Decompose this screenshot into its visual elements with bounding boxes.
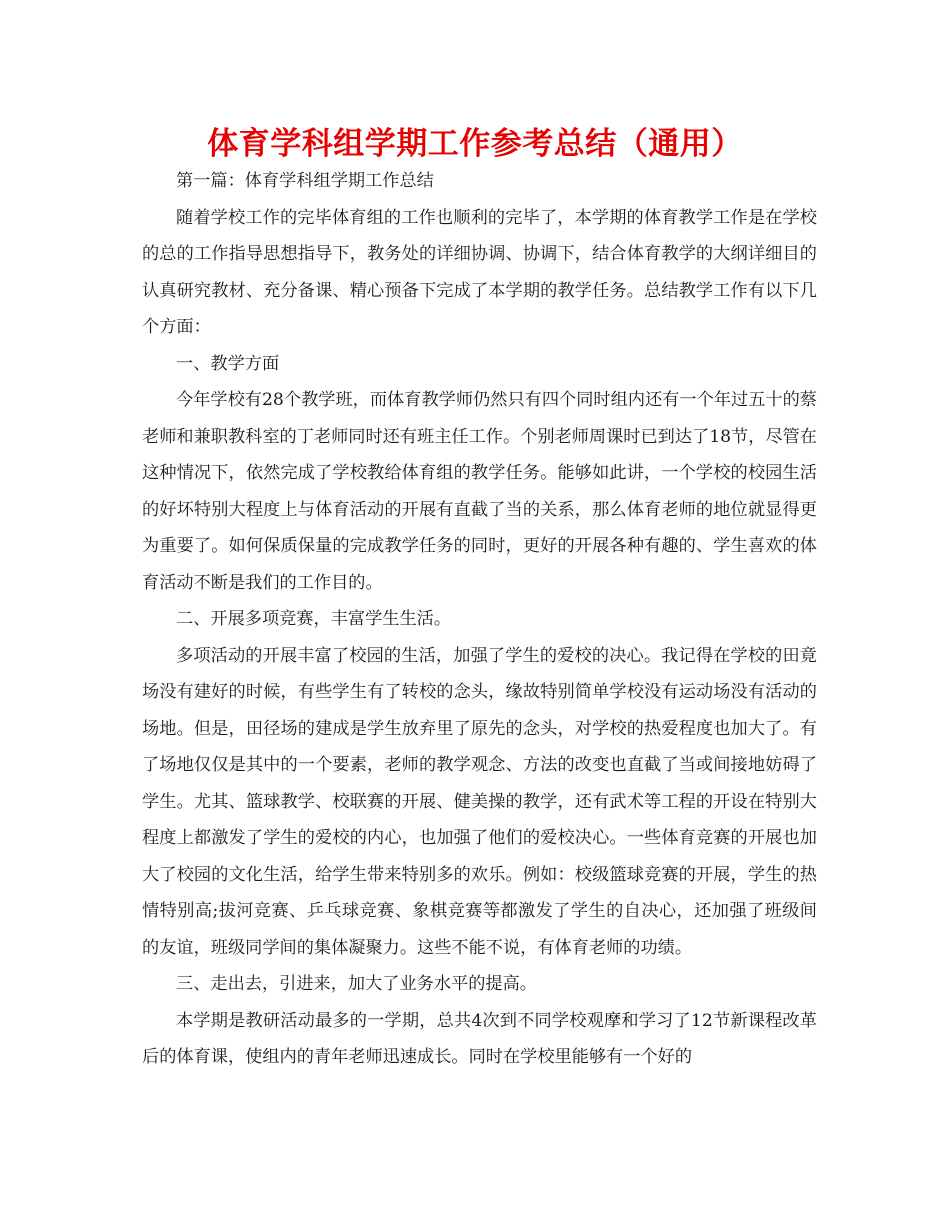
section-heading-part-one: 第一篇：体育学科组学期工作总结	[176, 171, 434, 191]
competitions-paragraph: 多项活动的开展丰富了校园的生活，加强了学生的爱校的决心。我记得在学校的田竟场没有建好的时候，有些学生有了转校的念头，缘故特别简单学校没有运动场没有活动的场地。但是，田径场的建成是学生放弃里了原先的念头，对学校的热爱程度也加大了。有了场地仅仅是其中的一个要素，老师的教学观念、方法的改变也直截了当或间接地妨碍了学生。尤其、篮球教学、校联赛的开展、健美操的教学，还有武术等工程的开设在特别大程度上都激发了学生的爱校的内心，也加强了他们的爱校决心。一些体育竞赛的开展也加大了校园的文化生活，给学生带来特别多的欢乐。例如：校级篮球竞赛的开展，学生的热情特别高;拔河竞赛、乒乓球竞赛、象棋竞赛等都激发了学生的自决心，还加强了班级间的友谊，班级同学间的集体凝聚力。这些不能不说，有体育老师的功绩。	[142, 645, 817, 958]
outreach-paragraph: 本学期是教研活动最多的一学期，总共4次到不同学校观摩和学习了12节新课程改革后的体育课，使组内的青年老师迅速成长。同时在学校里能够有一个好的	[142, 1010, 817, 1067]
document-title: 体育学科组学期工作参考总结（通用）	[207, 126, 743, 162]
document-body	[142, 163, 817, 1076]
section-heading-competitions: 二、开展多项竞赛，丰富学生生活。	[176, 609, 452, 629]
teaching-paragraph: 今年学校有28个教学班，而体育教学师仍然只有四个同时组内还有一个年过五十的蔡老师和兼职教科室的丁老师同时还有班主任工作。个别老师周课时已到达了18节，尽管在这种情况下，依然完成了学校教给体育组的教学任务。能够如此讲，一个学校的校园生活的好坏特别大程度上与体育活动的开展有直截了当的关系，那么体育老师的地位就显得更为重要了。如何保质保量的完成教学任务的同时，更好的开展各种有趣的、学生喜欢的体育活动不断是我们的工作目的。	[142, 390, 817, 593]
intro-paragraph: 随着学校工作的完毕体育组的工作也顺利的完毕了，本学期的体育教学工作是在学校的总的工作指导思想指导下，教务处的详细协调、协调下，结合体育教学的大纲详细目的认真研究教材、充分备课、精心预备下完成了本学期的教学任务。总结教学工作有以下几个方面：	[142, 207, 817, 337]
section-heading-outreach: 三、走出去，引进来，加大了业务水平的提高。	[176, 974, 537, 994]
section-heading-teaching: 一、教学方面	[176, 353, 280, 374]
